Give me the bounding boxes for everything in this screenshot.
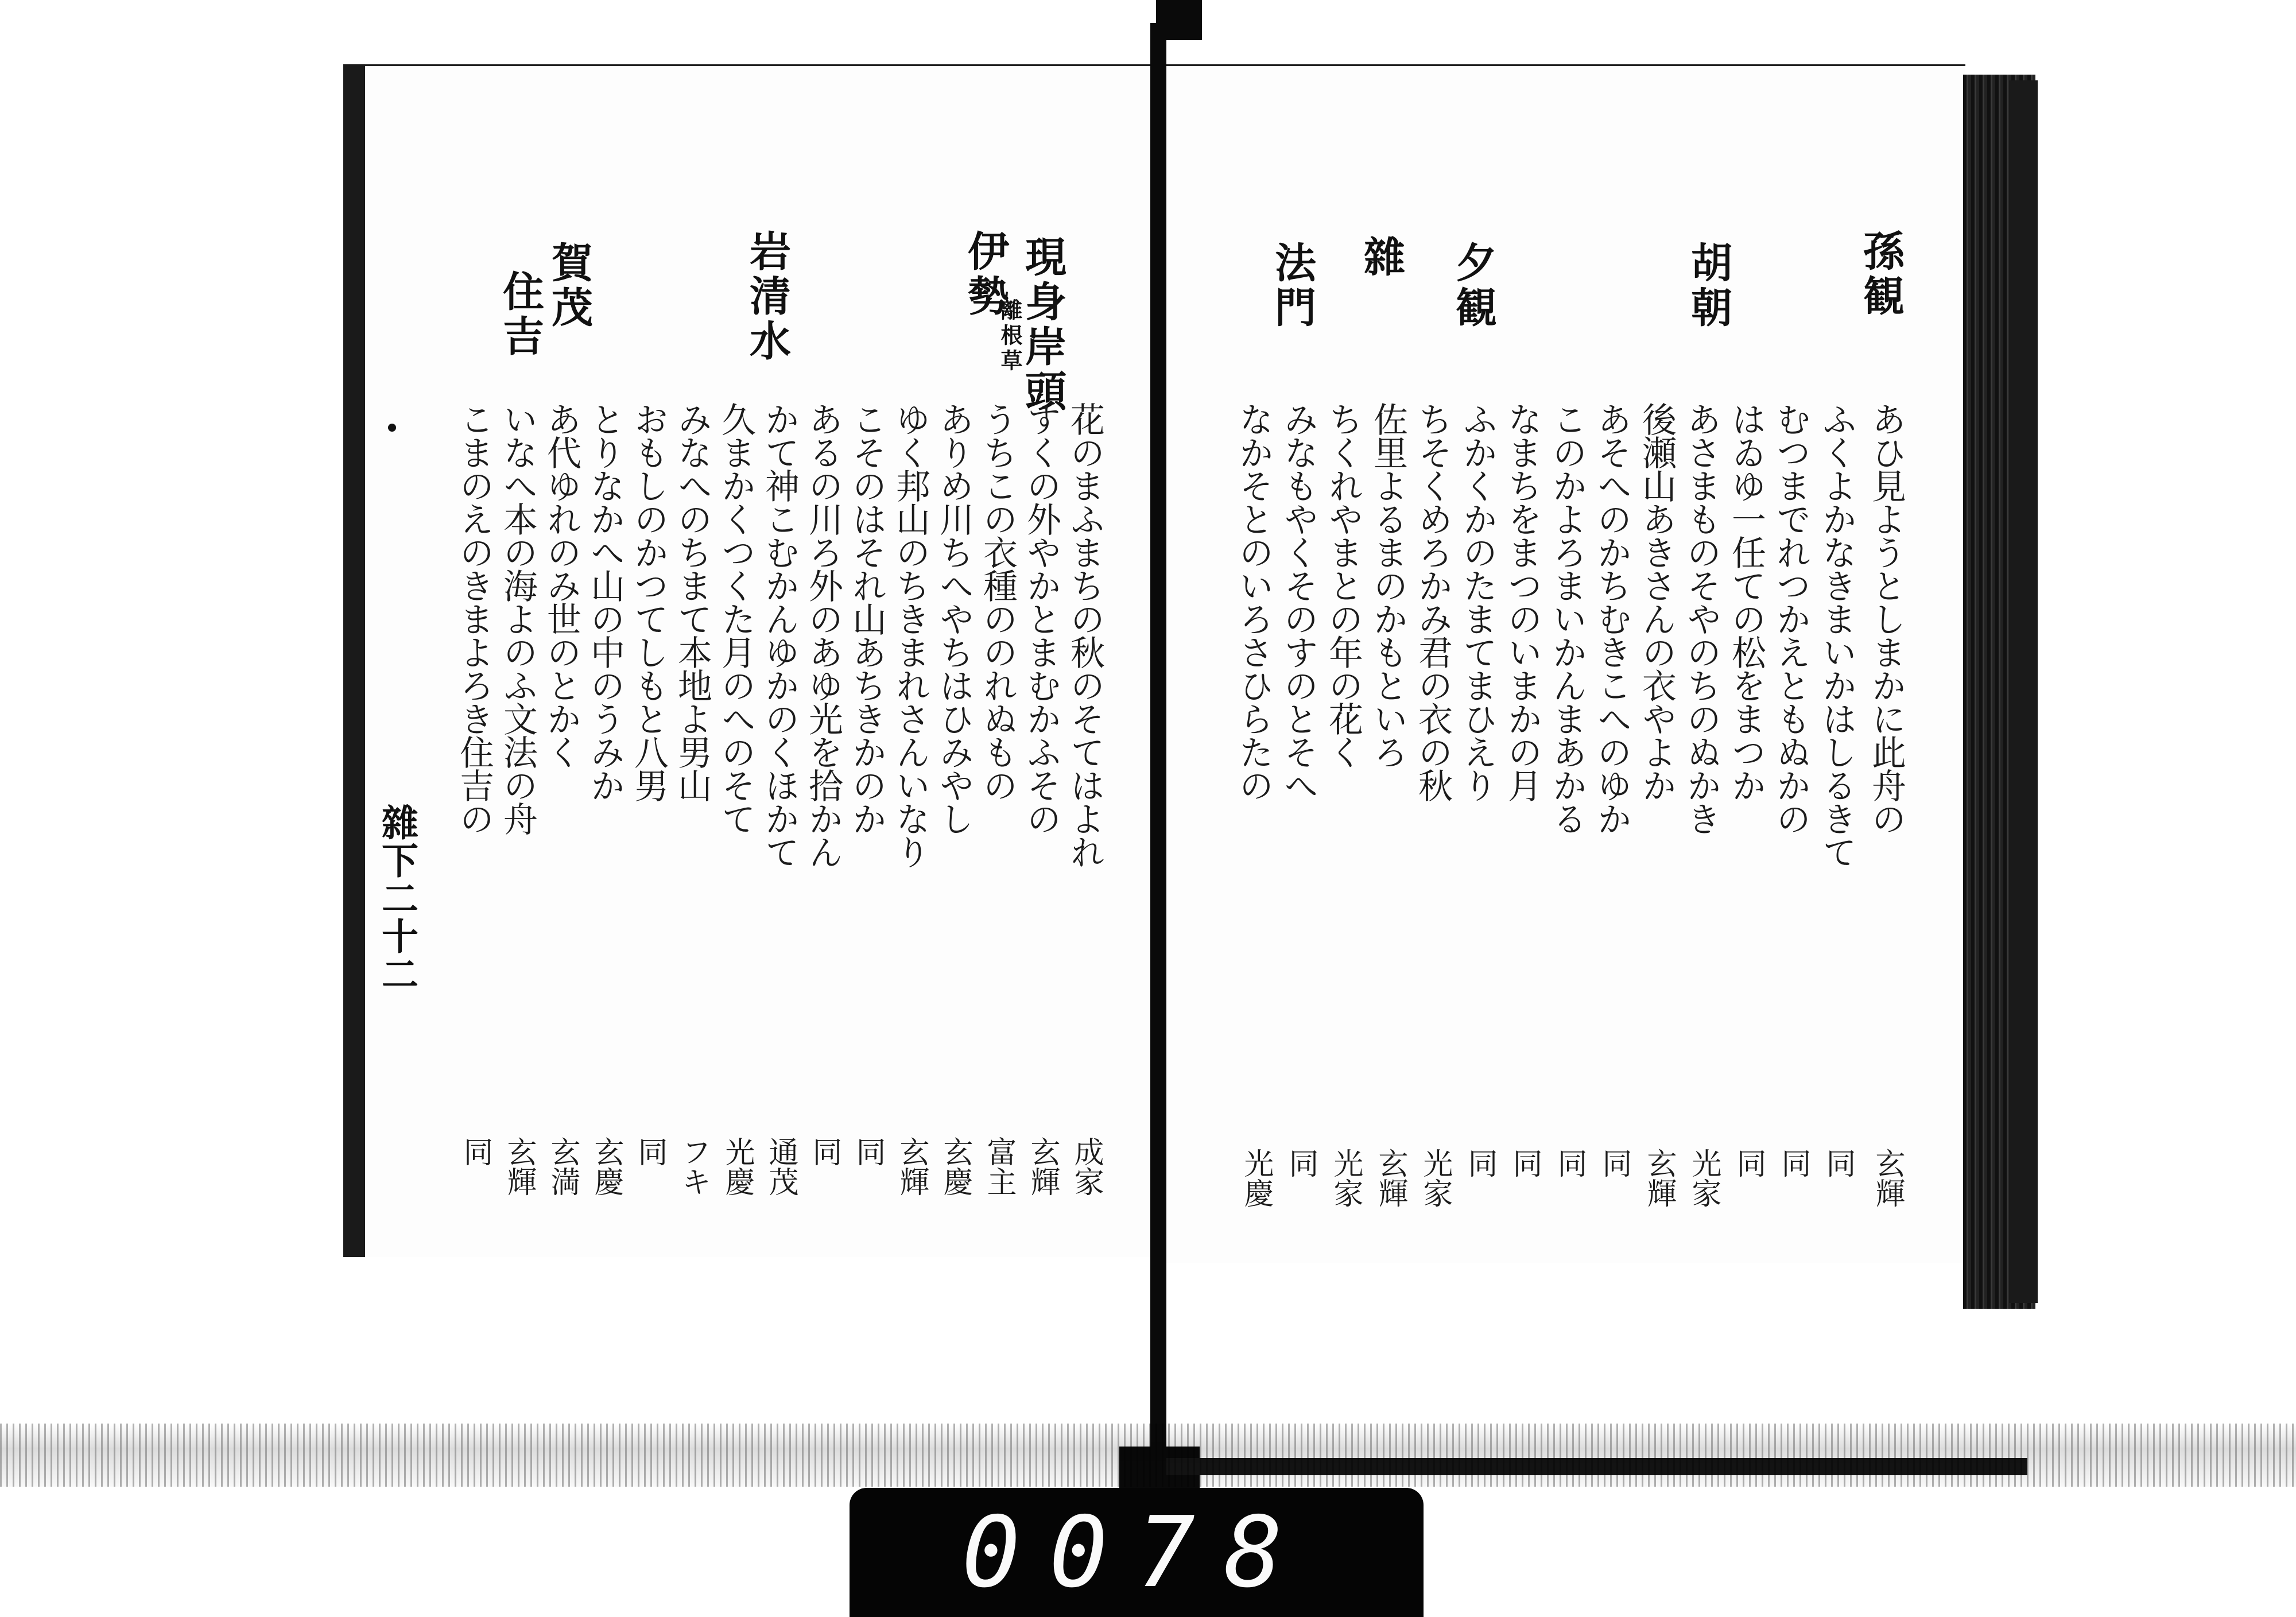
- author-left-8: 通茂: [763, 1137, 798, 1196]
- poem-left-7: あるの川ろ外のあゆ光を拾かん: [803, 402, 843, 868]
- poem-left-10: みなへのちまて本地よ男山: [672, 402, 712, 801]
- author-left-12: 玄慶: [589, 1137, 623, 1196]
- poem-right-12: 佐里よるまのかもといろ: [1368, 402, 1408, 768]
- author-right-7: 同: [1597, 1148, 1631, 1178]
- poem-left-8: かて神こむかんゆかのくほかて: [759, 402, 800, 868]
- heading-left-3: 岩清水: [743, 230, 792, 364]
- poem-right-13: ちくれやまとの年の花く: [1323, 402, 1363, 768]
- poem-left-3: うちこの衣種ののれぬもの: [978, 402, 1018, 801]
- author-left-3: 富主: [982, 1137, 1016, 1196]
- author-left-6: 同: [851, 1137, 885, 1166]
- author-right-1: 玄輝: [1870, 1148, 1905, 1208]
- ink-dot: [388, 424, 396, 432]
- author-right-10: 同: [1463, 1148, 1497, 1178]
- poem-left-6: こそのはそれ山あちきかのか: [847, 402, 887, 835]
- poem-right-15: なかそとのいろさひらたの: [1234, 402, 1274, 801]
- poem-right-14: みなもやくそのすのとそへ: [1278, 402, 1318, 801]
- poem-right-10: ふかくかのたまてまひえり: [1457, 402, 1498, 801]
- poem-right-6: 後瀬山あきさんの衣やよか: [1636, 402, 1677, 801]
- author-left-9: 光慶: [720, 1137, 754, 1196]
- author-right-12: 玄輝: [1373, 1148, 1407, 1208]
- poem-right-1: あひ見ようとしまかに此舟の: [1866, 402, 1906, 835]
- heading-right-5: 法門: [1268, 241, 1317, 331]
- author-right-6: 玄輝: [1642, 1148, 1676, 1208]
- heading-left-4: 賀茂: [545, 241, 594, 331]
- poem-left-5: ゆく邦山のちきまれさんいなり: [890, 402, 930, 868]
- heading-right-1: 孫観: [1856, 230, 1905, 319]
- author-right-15: 光慶: [1239, 1148, 1273, 1208]
- author-right-2: 同: [1821, 1148, 1855, 1178]
- author-left-2: 玄輝: [1025, 1137, 1060, 1196]
- author-left-1: 成家: [1069, 1137, 1103, 1196]
- heading-left-1-note: 離根草: [997, 298, 1023, 374]
- author-left-7: 同: [807, 1137, 841, 1166]
- author-left-15: 同: [458, 1137, 492, 1166]
- poem-right-9: なまちをまつのいまかの月: [1502, 402, 1542, 801]
- poem-left-1: 花のまふまちの秋のそてはよれ: [1065, 402, 1105, 868]
- author-right-3: 同: [1776, 1148, 1810, 1178]
- left-cover-edge: [343, 64, 366, 1257]
- poem-right-4: はゐゆ一任ての松をまつか: [1726, 402, 1766, 801]
- author-left-10: フキ: [676, 1137, 711, 1196]
- author-right-13: 光家: [1328, 1148, 1363, 1208]
- poem-left-4: ありめ川ちへやちはひみやし: [934, 402, 974, 835]
- folio-marker: 雜下二十二: [375, 804, 418, 993]
- author-left-5: 玄輝: [894, 1137, 929, 1196]
- heading-left-1: 現身岸頭: [1018, 235, 1067, 414]
- poem-left-11: おもしのかつてしもと八男: [629, 402, 669, 801]
- poem-left-2: すくの外やかとまむかふその: [1021, 402, 1061, 835]
- poem-right-2: ふくよかなきまいかはしるきて: [1817, 402, 1857, 868]
- scan-noise: [0, 1424, 2296, 1487]
- heading-left-2: 伊勢: [961, 230, 1010, 319]
- author-right-4: 同: [1731, 1148, 1766, 1178]
- poem-left-15: こまのえのきまよろき住吉の: [454, 402, 494, 835]
- gutter: [1150, 23, 1166, 1504]
- author-left-11: 同: [633, 1137, 667, 1166]
- right-cover-edge: [2009, 80, 2038, 1303]
- poem-right-5: あさまものそやのちのぬかき: [1681, 402, 1721, 835]
- poem-left-13: あ代ゆれのみ世のとかく: [541, 402, 581, 768]
- author-right-9: 同: [1507, 1148, 1542, 1178]
- author-left-13: 玄満: [545, 1137, 580, 1196]
- poem-left-12: とりなかへ山の中のうみか: [585, 402, 625, 801]
- author-right-11: 光家: [1418, 1148, 1452, 1208]
- frame-number: 0078: [961, 1495, 1312, 1610]
- author-left-4: 玄慶: [938, 1137, 972, 1196]
- heading-right-3: 夕観: [1449, 241, 1498, 331]
- heading-right-4: 雜: [1357, 235, 1406, 280]
- author-right-14: 同: [1283, 1148, 1318, 1178]
- poem-right-3: むつまでれつかえともぬかの: [1771, 402, 1811, 835]
- poem-right-8: このかよろまいかんまあかる: [1547, 402, 1587, 835]
- heading-left-5: 住吉: [496, 270, 545, 359]
- author-right-5: 光家: [1686, 1148, 1721, 1208]
- poem-left-9: 久まかくつくた月のへのそて: [716, 402, 756, 835]
- author-left-14: 玄輝: [502, 1137, 536, 1196]
- poem-right-7: あそへのかちむきこへのゆか: [1592, 402, 1632, 835]
- author-right-8: 同: [1552, 1148, 1587, 1178]
- poem-left-14: いなへ本の海よのふ文法の舟: [498, 402, 538, 835]
- frame-counter: [850, 1488, 1424, 1617]
- poem-right-11: ちそくめろかみ君の衣の秋: [1413, 402, 1453, 801]
- heading-right-2: 胡朝: [1684, 241, 1733, 331]
